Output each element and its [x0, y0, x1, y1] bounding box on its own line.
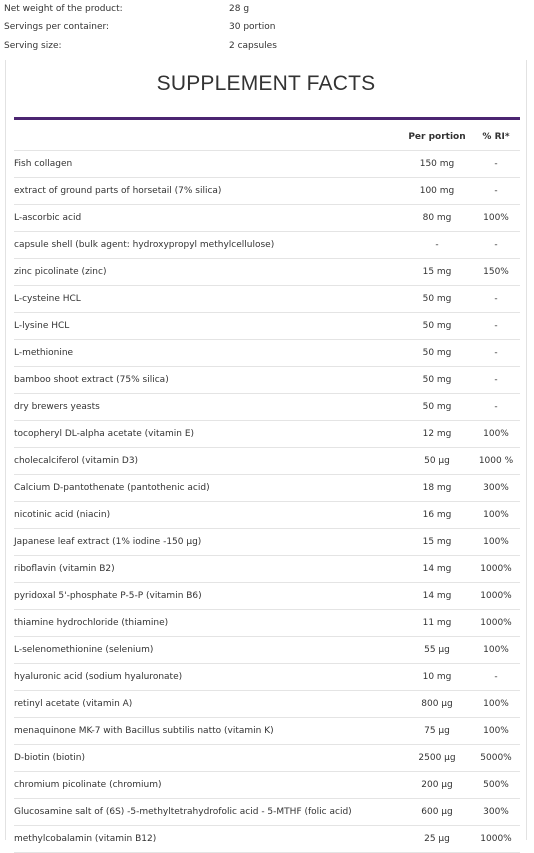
ingredient-name: retinyl acetate (vitamin A) — [14, 691, 402, 718]
ingredient-name: capsule shell (bulk agent: hydroxypropyl methylcellulose) — [14, 232, 402, 259]
ingredient-name: bamboo shoot extract (75% silica) — [14, 367, 402, 394]
ingredient-name: riboflavin (vitamin B2) — [14, 556, 402, 583]
table-row — [14, 583, 520, 610]
per-portion-value: 16 mg — [402, 502, 472, 529]
table-row — [14, 286, 520, 313]
ingredient-name: extract of ground parts of horsetail (7% silica) — [14, 178, 402, 205]
table-row — [14, 745, 520, 772]
facts-table — [14, 124, 520, 853]
per-portion-value: 75 µg — [402, 718, 472, 745]
ri-value: - — [472, 178, 520, 205]
ingredient-name: Japanese leaf extract (1% iodine -150 µg) — [14, 529, 402, 556]
ingredient-name: thiamine hydrochloride (thiamine) — [14, 610, 402, 637]
table-row — [14, 205, 520, 232]
ri-value: - — [472, 340, 520, 367]
table-row — [14, 502, 520, 529]
per-portion-value: 14 mg — [402, 556, 472, 583]
ingredient-name: L-ascorbic acid — [14, 205, 402, 232]
per-portion-value: 50 mg — [402, 286, 472, 313]
ri-value: 100% — [472, 205, 520, 232]
per-portion-value: 55 µg — [402, 637, 472, 664]
table-row — [14, 448, 520, 475]
header-per-portion: Per portion — [402, 124, 472, 151]
table-row — [14, 151, 520, 178]
per-portion-value: 100 mg — [402, 178, 472, 205]
ri-value: - — [472, 286, 520, 313]
per-portion-value: 50 mg — [402, 367, 472, 394]
ri-value: 1000% — [472, 556, 520, 583]
ingredient-name: L-selenomethionine (selenium) — [14, 637, 402, 664]
ri-value: 100% — [472, 691, 520, 718]
per-portion-value: - — [402, 232, 472, 259]
ingredient-name: Calcium D-pantothenate (pantothenic acid) — [14, 475, 402, 502]
info-row-serving-size — [4, 37, 524, 55]
ingredient-name: chromium picolinate (chromium) — [14, 772, 402, 799]
ingredient-name: pyridoxal 5'-phosphate P-5-P (vitamin B6) — [14, 583, 402, 610]
ingredient-name: dry brewers yeasts — [14, 394, 402, 421]
table-row — [14, 691, 520, 718]
per-portion-value: 12 mg — [402, 421, 472, 448]
ingredient-name: L-lysine HCL — [14, 313, 402, 340]
table-row — [14, 475, 520, 502]
ingredient-name: D-biotin (biotin) — [14, 745, 402, 772]
table-row — [14, 340, 520, 367]
table-row — [14, 772, 520, 799]
ingredient-name: tocopheryl DL-alpha acetate (vitamin E) — [14, 421, 402, 448]
ingredient-name: cholecalciferol (vitamin D3) — [14, 448, 402, 475]
table-row — [14, 718, 520, 745]
ri-value: - — [472, 313, 520, 340]
header-ri: % RI* — [472, 124, 520, 151]
ri-value: 1000% — [472, 610, 520, 637]
table-row — [14, 556, 520, 583]
info-label: Net weight of the product: — [4, 4, 123, 14]
ingredient-name: Fish collagen — [14, 151, 402, 178]
per-portion-value: 25 µg — [402, 826, 472, 853]
per-portion-value: 600 µg — [402, 799, 472, 826]
info-value: 28 g — [229, 4, 250, 14]
info-label: Serving size: — [4, 41, 62, 51]
ri-value: 150% — [472, 259, 520, 286]
table-row — [14, 826, 520, 853]
ri-value: 100% — [472, 421, 520, 448]
per-portion-value: 15 mg — [402, 529, 472, 556]
ri-value: 300% — [472, 475, 520, 502]
ingredient-name: L-cysteine HCL — [14, 286, 402, 313]
per-portion-value: 2500 µg — [402, 745, 472, 772]
per-portion-value: 200 µg — [402, 772, 472, 799]
table-header-row — [14, 124, 520, 151]
per-portion-value: 50 mg — [402, 394, 472, 421]
ri-value: 100% — [472, 529, 520, 556]
per-portion-value: 10 mg — [402, 664, 472, 691]
table-row — [14, 178, 520, 205]
header-name — [14, 124, 402, 151]
per-portion-value: 50 mg — [402, 313, 472, 340]
table-row — [14, 664, 520, 691]
per-portion-value: 50 mg — [402, 340, 472, 367]
ri-value: - — [472, 394, 520, 421]
ri-value: 1000% — [472, 583, 520, 610]
per-portion-value: 150 mg — [402, 151, 472, 178]
ri-value: 100% — [472, 637, 520, 664]
per-portion-value: 14 mg — [402, 583, 472, 610]
ri-value: - — [472, 664, 520, 691]
ri-value: 500% — [472, 772, 520, 799]
table-row — [14, 421, 520, 448]
ri-value: 300% — [472, 799, 520, 826]
per-portion-value: 50 µg — [402, 448, 472, 475]
info-value: 2 capsules — [229, 41, 277, 51]
per-portion-value: 80 mg — [402, 205, 472, 232]
ri-value: - — [472, 367, 520, 394]
title-divider — [14, 117, 520, 120]
per-portion-value: 18 mg — [402, 475, 472, 502]
info-row-net-weight — [4, 0, 524, 18]
info-row-servings — [4, 18, 524, 36]
supplement-facts-panel — [5, 60, 527, 844]
ri-value: - — [472, 232, 520, 259]
ingredient-name: menaquinone MK-7 with Bacillus subtilis natto (vitamin K) — [14, 718, 402, 745]
ri-value: 100% — [472, 718, 520, 745]
table-row — [14, 259, 520, 286]
ingredient-name: methylcobalamin (vitamin B12) — [14, 826, 402, 853]
ingredient-name: hyaluronic acid (sodium hyaluronate) — [14, 664, 402, 691]
ri-value: 1000 % — [472, 448, 520, 475]
facts-title: SUPPLEMENT FACTS — [156, 72, 376, 95]
table-row — [14, 610, 520, 637]
table-row — [14, 232, 520, 259]
facts-table-body — [14, 151, 520, 853]
table-row — [14, 394, 520, 421]
per-portion-value: 11 mg — [402, 610, 472, 637]
ingredient-name: zinc picolinate (zinc) — [14, 259, 402, 286]
table-row — [14, 313, 520, 340]
table-row — [14, 637, 520, 664]
ri-value: 5000% — [472, 745, 520, 772]
table-row — [14, 799, 520, 826]
table-row — [14, 529, 520, 556]
info-label: Servings per container: — [4, 22, 110, 32]
ri-value: - — [472, 151, 520, 178]
table-row — [14, 367, 520, 394]
ri-value: 1000% — [472, 826, 520, 853]
ingredient-name: L-methionine — [14, 340, 402, 367]
info-value: 30 portion — [229, 22, 276, 32]
ri-value: 100% — [472, 502, 520, 529]
per-portion-value: 800 µg — [402, 691, 472, 718]
per-portion-value: 15 mg — [402, 259, 472, 286]
ingredient-name: Glucosamine salt of (6S) -5-methyltetrahydrofolic acid - 5-MTHF (folic acid) — [14, 799, 402, 826]
ingredient-name: nicotinic acid (niacin) — [14, 502, 402, 529]
